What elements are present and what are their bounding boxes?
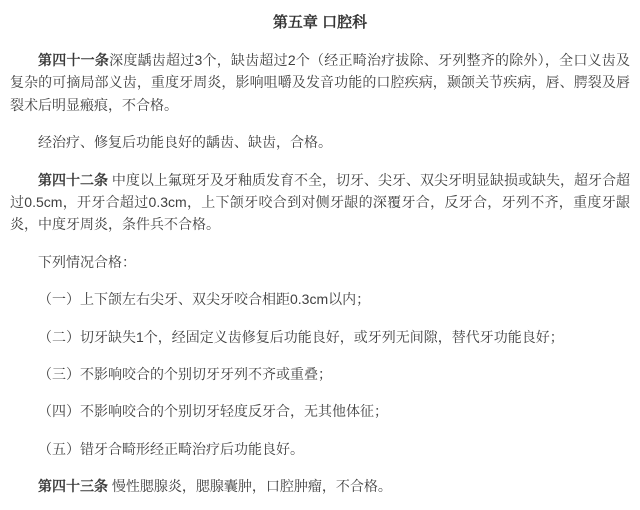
paragraph	[10, 131, 630, 153]
paragraph	[10, 438, 630, 460]
clause-label: 第四十三条	[38, 478, 108, 495]
clause-paragraph	[10, 49, 630, 116]
clause-label: 第四十一条	[38, 52, 110, 68]
paragraph	[10, 363, 630, 385]
paragraph-text: （四）不影响咬合的个别切牙轻度反牙合，无其他体征；	[38, 403, 388, 420]
paragraph	[10, 326, 630, 348]
clause-paragraph	[10, 475, 630, 497]
clause-label: 第四十二条	[38, 171, 109, 188]
paragraph-text: （三）不影响咬合的个别切牙牙列不齐或重叠；	[38, 365, 332, 382]
paragraph	[10, 288, 630, 310]
page-title: 第五章 口腔科	[272, 14, 368, 31]
paragraph-text: 中度以上氟斑牙及牙釉质发育不全，切牙、尖牙、双尖牙明显缺损或缺失，超牙合超过0.5cm，开牙合超过0.3cm，上下颌牙咬合到对侧牙龈的深覆牙合，反牙合，牙列不齐，重度牙龈炎，中度牙周炎，条件兵不合格。	[10, 171, 630, 233]
article-body	[10, 49, 630, 497]
paragraph-text: （五）错牙合畸形经正畸治疗后功能良好。	[38, 440, 304, 457]
paragraph-text: （一）上下颌左右尖牙、双尖牙咬合相距0.3cm以内；	[38, 291, 371, 308]
clause-paragraph	[10, 169, 630, 236]
paragraph	[10, 251, 630, 273]
paragraph-text: 经治疗、修复后功能良好的龋齿、缺齿，合格。	[38, 134, 332, 151]
paragraph-text: 深度龋齿超过3个，缺齿超过2个（经正畸治疗拔除、牙列整齐的除外），全口义齿及复杂的可摘局部义齿，重度牙周炎，影响咀嚼及发音功能的口腔疾病，颞颌关节疾病，唇、腭裂及唇裂术后明显瘢痕，不合格。	[10, 52, 630, 113]
paragraph-text: 下列情况合格：	[38, 253, 136, 270]
article-page	[0, 12, 640, 497]
paragraph-text: 慢性腮腺炎，腮腺囊肿，口腔肿瘤，不合格。	[108, 478, 392, 495]
paragraph	[10, 400, 630, 422]
paragraph-text: （二）切牙缺失1个，经固定义齿修复后功能良好，或牙列无间隙，替代牙功能良好；	[38, 328, 564, 345]
